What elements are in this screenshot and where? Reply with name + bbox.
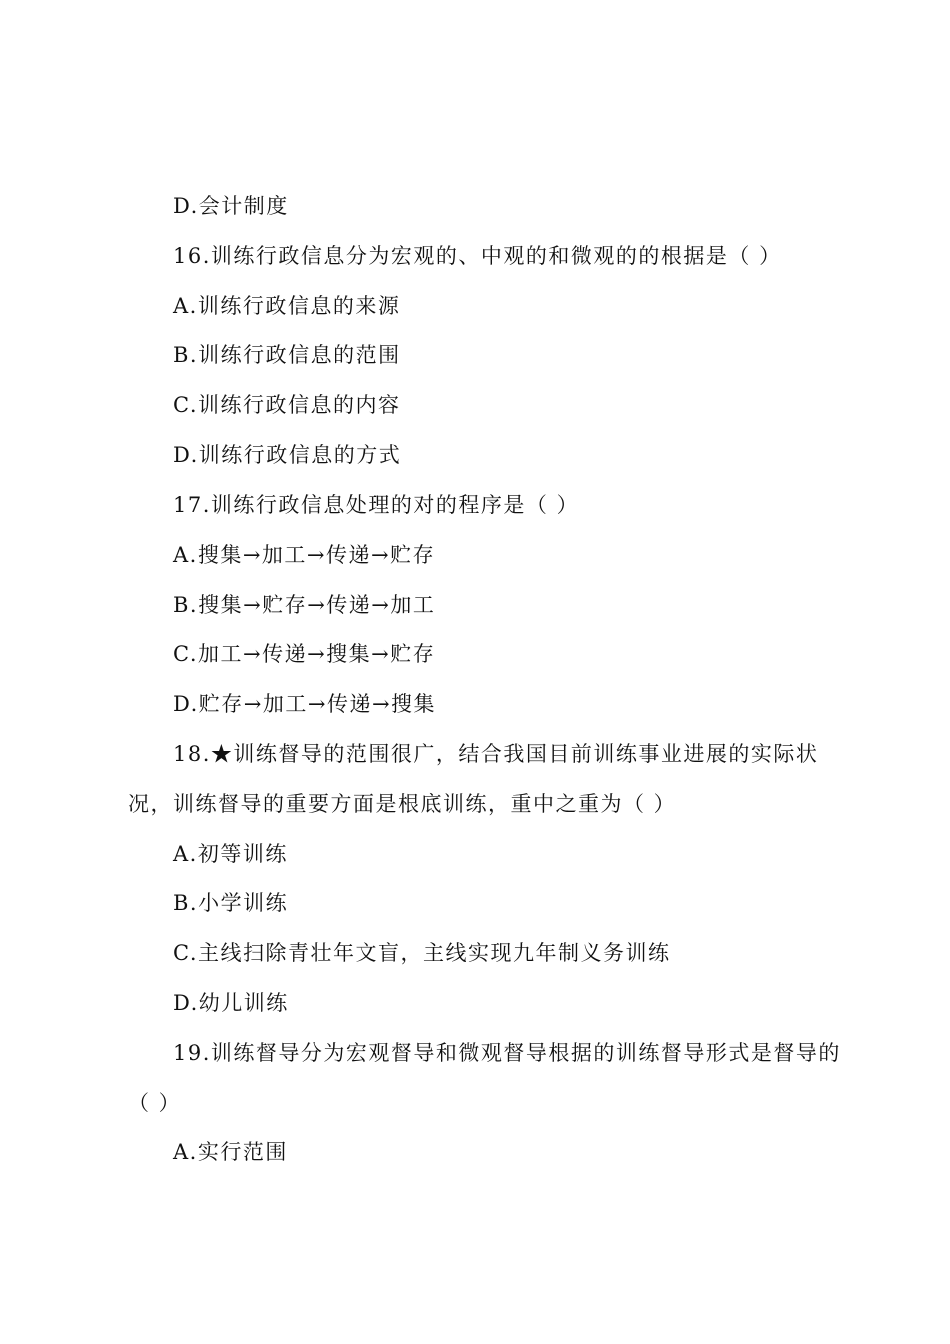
question-19-line2: （ ）: [128, 1091, 182, 1115]
option-17-c: C.加工→传递→搜集→贮存: [173, 642, 436, 666]
option-16-c: C.训练行政信息的内容: [173, 393, 401, 417]
option-16-d: D.训练行政信息的方式: [173, 443, 402, 467]
option-16-a: A.训练行政信息的来源: [173, 294, 401, 318]
question-16: 16.训练行政信息分为宏观的、中观的和微观的的根据是（ ）: [173, 244, 782, 268]
question-18-line2: 况，训练督导的重要方面是根底训练，重中之重为（ ）: [128, 792, 677, 816]
question-18-line1: 18.★训练督导的范围很广，结合我国目前训练事业进展的实际状: [173, 742, 819, 766]
option-17-b: B.搜集→贮存→传递→加工: [173, 593, 436, 617]
option-15-d: D.会计制度: [173, 194, 289, 218]
question-17: 17.训练行政信息处理的对的程序是（ ）: [173, 493, 580, 517]
option-16-b: B.训练行政信息的范围: [173, 343, 401, 367]
option-18-b: B.小学训练: [173, 891, 289, 915]
option-18-a: A.初等训练: [173, 842, 288, 866]
option-17-d: D.贮存→加工→传递→搜集: [173, 692, 437, 716]
option-18-d: D.幼儿训练: [173, 991, 289, 1015]
option-19-a: A.实行范围: [173, 1140, 288, 1164]
option-17-a: A.搜集→加工→传递→贮存: [173, 543, 436, 567]
option-18-c: C.主线扫除青壮年文盲，主线实现九年制义务训练: [173, 941, 671, 965]
question-19-line1: 19.训练督导分为宏观督导和微观督导根据的训练督导形式是督导的: [173, 1041, 841, 1065]
